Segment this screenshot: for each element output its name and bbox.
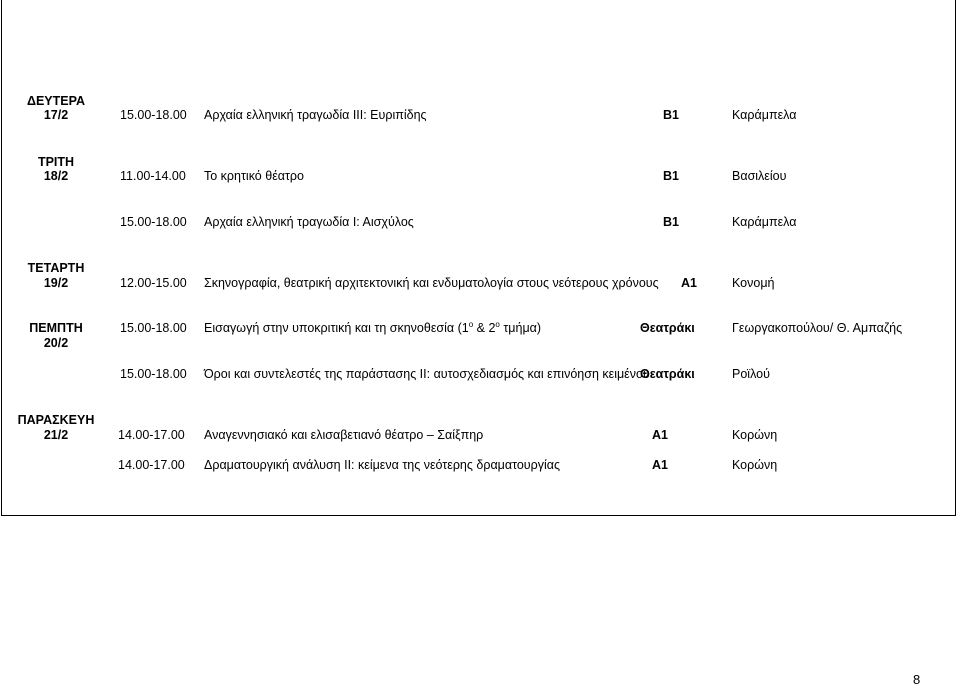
page-number: 8: [913, 672, 921, 687]
course-title: Δραματουργική ανάλυση ΙΙ: κείμενα της νεότερης δραματουργίας: [204, 458, 561, 472]
time-cell: 15.00-18.00: [120, 215, 187, 229]
room-cell: Θεατράκι: [640, 367, 695, 381]
room-cell: Α1: [652, 458, 668, 472]
course-title: Αρχαία ελληνική τραγωδία Ι: Αισχύλος: [204, 215, 414, 229]
day-label: ΔΕΥΤΕΡΑ: [26, 94, 86, 108]
date-label: 18/2: [43, 169, 69, 183]
course-title: Αρχαία ελληνική τραγωδία ΙΙΙ: Ευριπίδης: [204, 108, 427, 122]
time-cell: 11.00-14.00: [120, 169, 186, 183]
course-title: Το κρητικό θέατρο: [204, 169, 304, 183]
instructor-cell: Κονομή: [732, 276, 775, 290]
instructor-cell: Γεωργακοπούλου/ Θ. Αμπαζής: [732, 321, 903, 335]
time-cell: 12.00-15.00: [120, 276, 187, 290]
date-label: 19/2: [43, 276, 69, 290]
room-cell: Θεατράκι: [640, 321, 695, 335]
day-label: ΠΕΜΠΤΗ: [29, 321, 83, 335]
day-label: ΤΡΙΤΗ: [37, 155, 75, 169]
room-cell: Α1: [652, 428, 668, 442]
instructor-cell: Καράμπελα: [732, 215, 797, 229]
date-label: 21/2: [43, 428, 69, 442]
instructor-cell: Ροϊλού: [732, 367, 770, 381]
time-cell: 14.00-17.00: [118, 428, 185, 442]
course-title: Όροι και συντελεστές της παράστασης ΙΙ: αυτοσχεδιασμός και επινόηση κειμένου: [204, 367, 650, 381]
instructor-cell: Κορώνη: [732, 428, 778, 442]
date-label: 17/2: [43, 108, 69, 122]
room-cell: Β1: [663, 108, 679, 122]
room-cell: Β1: [663, 169, 679, 183]
day-label: ΤΕΤΑΡΤΗ: [27, 261, 85, 275]
course-title: Σκηνογραφία, θεατρική αρχιτεκτονική και ενδυματολογία στους νεότερους χρόνους: [204, 276, 659, 290]
instructor-cell: Κορώνη: [732, 458, 778, 472]
time-cell: 15.00-18.00: [120, 367, 187, 381]
date-label: 20/2: [43, 336, 69, 350]
time-cell: 15.00-18.00: [120, 321, 187, 335]
time-cell: 14.00-17.00: [118, 458, 185, 472]
day-label: ΠΑΡΑΣΚΕΥΗ: [17, 413, 95, 427]
course-title: Εισαγωγή στην υποκριτική και τη σκηνοθεσία ($1^o$ & $2^o$ τμήμα): [204, 320, 542, 335]
time-cell: 15.00-18.00: [120, 108, 187, 122]
instructor-cell: Βασιλείου: [732, 169, 787, 183]
room-cell: Α1: [681, 276, 697, 290]
course-title: Αναγεννησιακό και ελισαβετιανό θέατρο – Σαίξπηρ: [204, 428, 484, 442]
room-cell: Β1: [663, 215, 679, 229]
instructor-cell: Καράμπελα: [732, 108, 797, 122]
